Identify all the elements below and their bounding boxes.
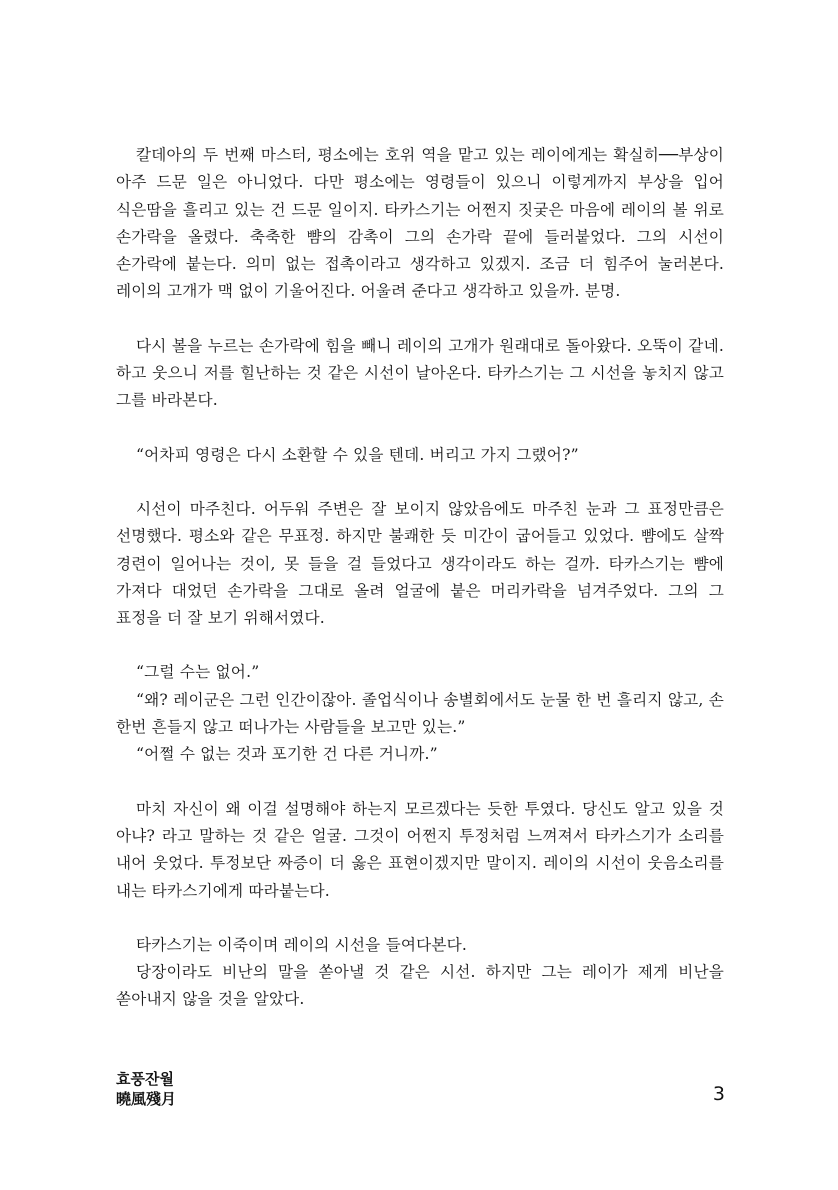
dialogue-line-3: “왜? 레이군은 그런 인간이잖아. 졸업식이나 송별회에서도 눈물 한 번 흘리지 않고, 손 한번 흔들지 않고 떠나가는 사람들을 보고만 있는.” (116, 690, 724, 737)
dialogue-line-4: “어쩔 수 없는 것과 포기한 건 다른 거니까.” (136, 745, 438, 764)
paragraph-3: 시선이 마주친다. 어두워 주변은 잘 보이지 않았음에도 마주친 눈과 그 표정만큼은 선명했다. 평소와 같은 무표정. 하지만 불쾌한 듯 미간이 굽어들고 있었다. 뺨에도 살짝 경련이 일어나는 것이, 못 들을 걸 들었다고 생각이라도 하는 걸까. 타카스기는 뺨에 가져다 대었던 손가락을 그대로 올려 얼굴에 붙은 머리카락을 넘겨주었다. 그의 그 표정을 더 잘 보기 위해서였다. (116, 499, 724, 628)
paragraph-1: 칼데아의 두 번째 마스터, 평소에는 호위 역을 맡고 있는 레이에게는 확실히──부상이 아주 드문 일은 아니었다. 다만 평소에는 영령들이 있으니 이렇게까지 부상을 입어 식은땀을 흘리고 있는 건 드문 일이지. 타카스기는 어쩐지 짓궂은 마음에 레이의 볼 위로 손가락을 올렸다. 축축한 뺨의 감촉이 그의 손가락 끝에 들러붙었다. 그의 시선이 손가락에 붙는다. 의미 없는 접촉이라고 생각하고 있겠지. 조금 더 힘주어 눌러본다. 레이의 고개가 맥 없이 기울어진다. 어울려 준다고 생각하고 있을까. 분명. (116, 146, 724, 301)
paragraph-4: 마치 자신이 왜 이걸 설명해야 하는지 모르겠다는 듯한 투였다. 당신도 알고 있을 것 아냐? 라고 말하는 것 같은 얼굴. 그것이 어쩐지 투정처럼 느껴져서 타카스기가 소리를 내어 웃었다. 투정보단 짜증이 더 옳은 표현이겠지만 말이지. 레이의 시선이 웃음소리를 내는 타카스기에게 따라붙는다. (116, 799, 724, 900)
paragraph-2: 다시 볼을 누르는 손가락에 힘을 빼니 레이의 고개가 원래대로 돌아왔다. 오뚝이 같네. 하고 웃으니 저를 힐난하는 것 같은 시선이 날아온다. 타카스기는 그 시선을 놓치지 않고 그를 바라본다. (116, 336, 724, 410)
body-text (116, 142, 724, 1014)
dialogue-line-1: “어차피 영령은 다시 소환할 수 있을 텐데. 버리고 가지 그랬어?” (136, 445, 579, 464)
paragraph-5: 타카스기는 이죽이며 레이의 시선을 들여다본다. (136, 935, 468, 954)
dialogue-line-2: “그럴 수는 없어.” (136, 663, 260, 682)
footer-title-korean: 효풍잔월 (116, 1070, 174, 1088)
paragraph-6: 당장이라도 비난의 말을 쏟아낼 것 같은 시선. 하지만 그는 레이가 제게 비난을 쏟아내지 않을 것을 알았다. (116, 963, 724, 1009)
footer-book-title (116, 1069, 176, 1109)
footer-title-hanja: 曉風殘月 (116, 1090, 177, 1108)
page-number: 3 (712, 1083, 725, 1105)
